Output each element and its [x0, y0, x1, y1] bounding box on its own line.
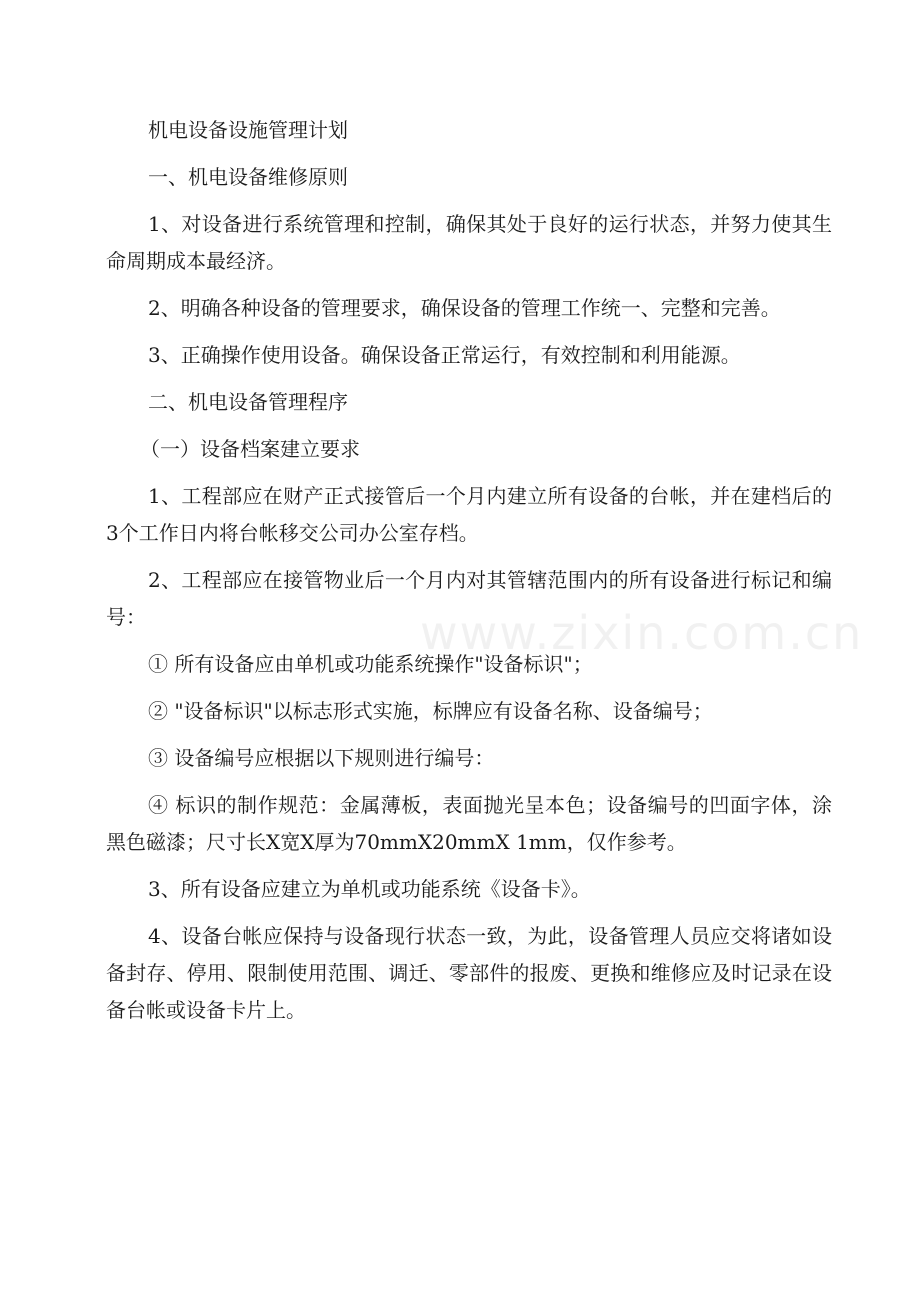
watermark-text: www.zixin.com.cn — [420, 606, 864, 660]
paragraph-1-3: 3、正确操作使用设备。确保设备正常运行，有效控制和利用能源。 — [148, 343, 741, 367]
list-item-2: ② "设备标识"以标志形式实施，标牌应有设备名称、设备编号； — [148, 699, 713, 723]
section-heading-2: 二、机电设备管理程序 — [148, 390, 348, 414]
document-title: 机电设备设施管理计划 — [148, 118, 348, 142]
section-heading-1: 一、机电设备维修原则 — [148, 165, 348, 189]
document-body — [106, 112, 832, 1039]
list-item-3: ③ 设备编号应根据以下规则进行编号： — [148, 746, 495, 770]
list-item-1: ① 所有设备应由单机或功能系统操作"设备标识"； — [148, 652, 593, 676]
paragraph-1-1: 1、对设备进行系统管理和控制，确保其处于良好的运行状态，并努力使其生命周期成本最经济。 — [106, 212, 832, 273]
subsection-heading-1: （一）设备档案建立要求 — [140, 437, 360, 461]
paragraph-1-2: 2、明确各种设备的管理要求，确保设备的管理工作统一、完整和完善。 — [148, 296, 781, 320]
paragraph-2-4: 4、设备台帐应保持与设备现行状态一致，为此，设备管理人员应交将诸如设备封存、停用、限制使用范围、调迁、零部件的报废、更换和维修应及时记录在设备台帐或设备卡片上。 — [106, 924, 832, 1022]
paragraph-2-1: 1、工程部应在财产正式接管后一个月内建立所有设备的台帐，并在建档后的3个工作日内将台帐移交公司办公室存档。 — [106, 484, 832, 545]
paragraph-2-3: 3、所有设备应建立为单机或功能系统《设备卡》。 — [148, 877, 591, 901]
list-item-4: ④ 标识的制作规范：金属薄板，表面抛光呈本色；设备编号的凹面字体，涂黑色磁漆；尺寸长X宽X厚为70mmX20mmX 1mm，仅作参考。 — [106, 793, 832, 854]
paragraph-2-2: 2、工程部应在接管物业后一个月内对其管辖范围内的所有设备进行标记和编号： — [106, 568, 832, 629]
